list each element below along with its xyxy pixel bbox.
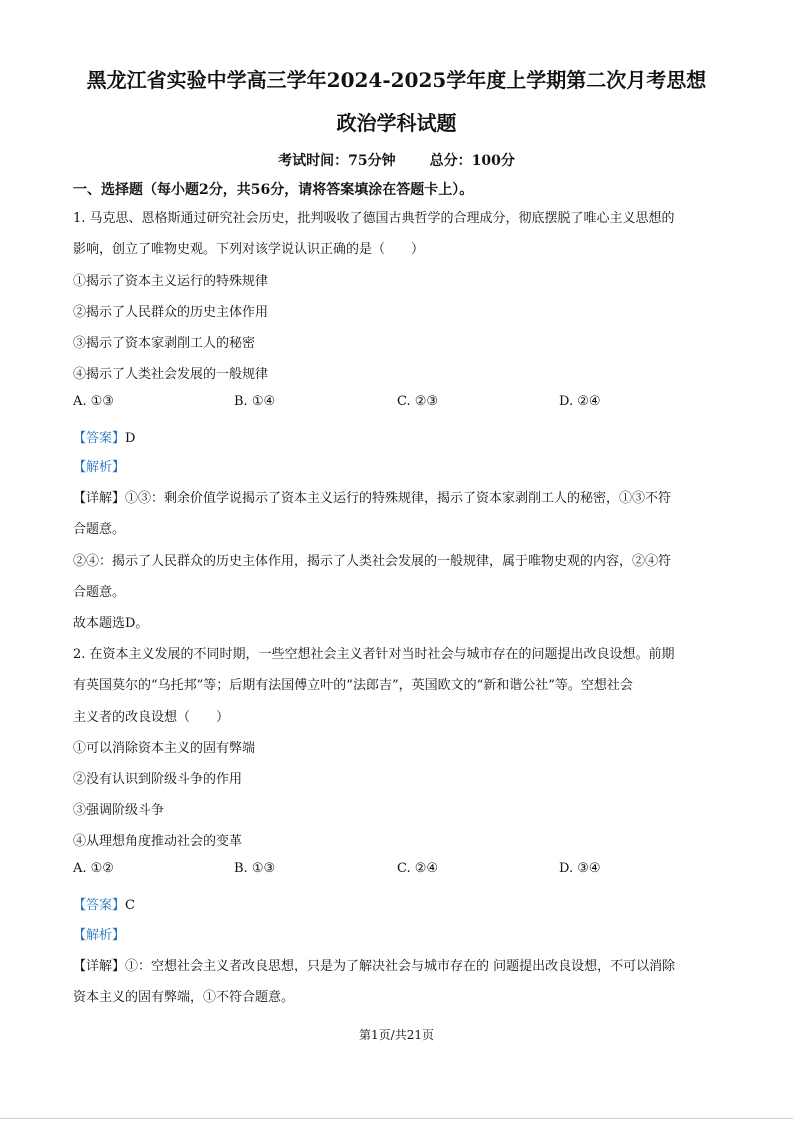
- q1-stem-line2: 影响，创立了唯物史观。下列对该学说认识正确的是（ ）: [73, 242, 425, 257]
- q2-answer: [73, 894, 733, 913]
- q2-option-c: C. ②④: [397, 861, 439, 876]
- page-footer: 第1页/共21页: [359, 1028, 434, 1042]
- exam-time: 考试时间：75分钟: [278, 153, 396, 169]
- q2-detail-line2: 资本主义的固有弊端，①不符合题意。: [73, 990, 295, 1005]
- q2-analysis-tag: 【解析】: [73, 928, 126, 943]
- q1-answer: [73, 427, 733, 446]
- section-heading: 一、选择题（每小题2分，共56分，请将答案填涂在答题卡上）。: [73, 182, 474, 198]
- q2-stem-line3: 主义者的改良设想（ ）: [73, 710, 230, 725]
- q2-detail-line1: 【详解】①：空想社会主义者改良思想，只是为了解决社会与城市存在的 问题提出改良设想，不可以消除: [73, 959, 676, 974]
- q2-item-3: ③强调阶级斗争: [73, 803, 165, 818]
- q2-item-2: ②没有认识到阶级斗争的作用: [73, 772, 243, 787]
- q2-option-a: A. ①②: [73, 861, 114, 876]
- total-score: 总分：100分: [429, 153, 515, 169]
- q1-item-2: ②揭示了人民群众的历史主体作用: [73, 305, 269, 320]
- q1-option-b: B. ①④: [234, 394, 276, 409]
- answer-value: C: [125, 898, 135, 913]
- answer-tag: 【答案】: [73, 898, 126, 913]
- q1-detail-line3: ②④：揭示了人民群众的历史主体作用，揭示了人类社会发展的一般规律，属于唯物史观的内容，②④符: [73, 554, 672, 569]
- q1-detail-line5: 故本题选D。: [73, 616, 149, 631]
- q2-item-1: ①可以消除资本主义的固有弊端: [73, 741, 256, 756]
- q1-item-3: ③揭示了资本家剥削工人的秘密: [73, 336, 256, 351]
- q2-stem-line2: 有英国莫尔的“乌托邦”等；后期有法国傅立叶的“法郎吉”，英国欧文的“新和谐公社”等。空想社会: [73, 678, 633, 693]
- q1-detail-line1: 【详解】①③：剩余价值学说揭示了资本主义运行的特殊规律，揭示了资本家剥削工人的秘密，①③不符: [73, 491, 672, 506]
- q1-option-c: C. ②③: [397, 394, 439, 409]
- q1-detail-line4: 合题意。: [73, 585, 126, 600]
- q2-option-d: D. ③④: [559, 861, 601, 876]
- answer-tag: 【答案】: [73, 431, 126, 446]
- q1-analysis-tag: 【解析】: [73, 460, 126, 475]
- q2-stem-line1: 2. 在资本主义发展的不同时期，一些空想社会主义者针对当时社会与城市存在的问题提出改良设想。前期: [73, 647, 675, 662]
- q1-stem-line1: 1. 马克思、恩格斯通过研究社会历史，批判吸收了德国古典哲学的合理成分，彻底摆脱了唯心主义思想的: [73, 211, 675, 226]
- q1-item-1: ①揭示了资本主义运行的特殊规律: [73, 274, 269, 289]
- page-bottom-divider: [0, 1118, 793, 1119]
- exam-info: [0, 150, 793, 170]
- answer-value: D: [125, 431, 136, 446]
- q1-item-4: ④揭示了人类社会发展的一般规律: [73, 367, 269, 382]
- exam-title-line1: 黑龙江省实验中学高三学年2024-2025学年度上学期第二次月考思想: [86, 68, 707, 92]
- exam-title-line2: 政治学科试题: [336, 111, 457, 135]
- q1-option-a: A. ①③: [73, 394, 114, 409]
- q1-detail-line2: 合题意。: [73, 522, 126, 537]
- q1-option-d: D. ②④: [559, 394, 601, 409]
- q2-option-b: B. ①③: [234, 861, 276, 876]
- q2-item-4: ④从理想角度推动社会的变革: [73, 834, 243, 849]
